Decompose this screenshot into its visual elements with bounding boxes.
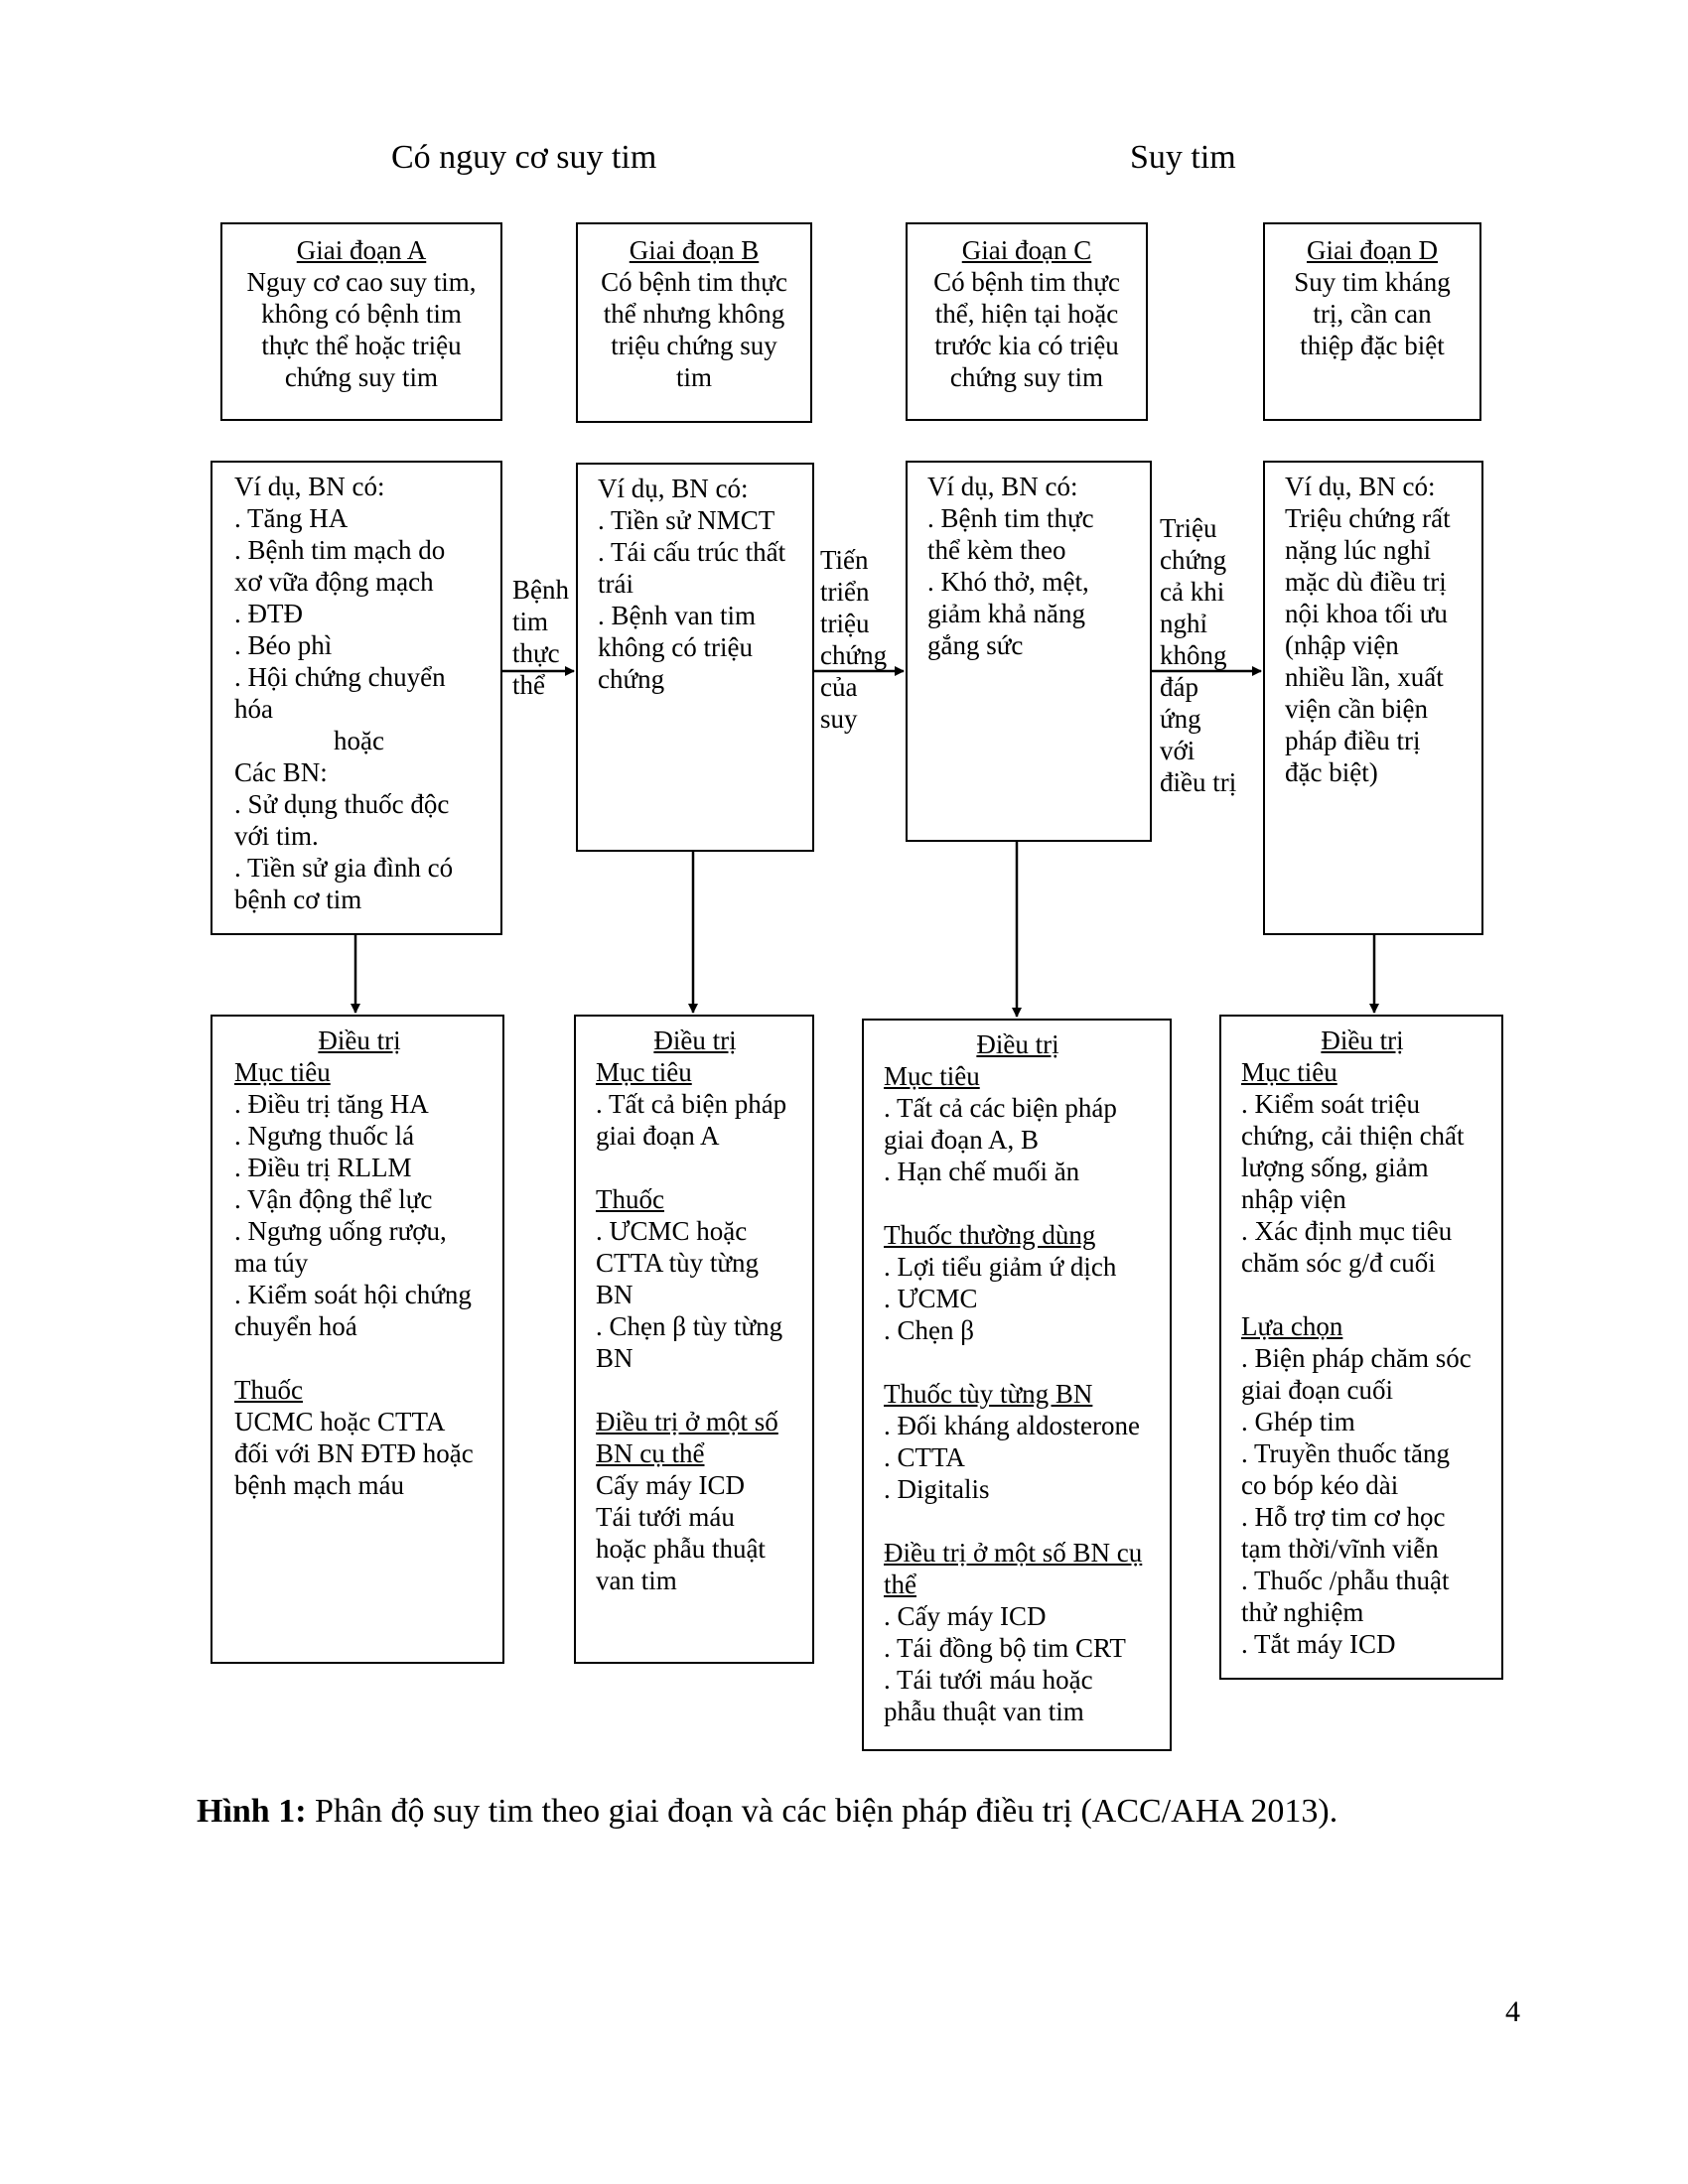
stage-text: không có bệnh tim (261, 299, 462, 329)
example-text: . Tiền sử NMCT (598, 505, 775, 535)
example-text: chứng (598, 664, 665, 694)
treatment-item: . Kiểm soát triệu (1241, 1089, 1420, 1119)
treatment-item: . Kiểm soát hội chứng (234, 1280, 472, 1309)
stage-text: thể nhưng không (603, 299, 785, 329)
treatment-item: . Thuốc /phẫu thuật (1241, 1566, 1450, 1595)
treatment-item: đối với BN ĐTĐ hoặc (234, 1438, 474, 1468)
connector-text: chứng (820, 640, 888, 670)
stage-title: Giai đoạn D (1307, 235, 1438, 265)
connector-text: thể (512, 670, 545, 700)
section-heading: Điều trị ở một số (596, 1407, 778, 1436)
treatment-item: . Xác định mục tiêu (1241, 1216, 1453, 1246)
example-text: Ví dụ, BN có: (598, 474, 749, 503)
treatment-item: hoặc phẫu thuật (596, 1534, 766, 1564)
connector-text: nghỉ (1160, 609, 1208, 638)
treatment-item: BN (596, 1343, 633, 1373)
example-text: pháp điều trị (1285, 726, 1421, 755)
treatment-item: . Hạn chế muối ăn (884, 1157, 1080, 1186)
connector-text: điều trị (1160, 767, 1237, 797)
treatment-item: tạm thời/vĩnh viễn (1241, 1534, 1439, 1564)
example-text: Các BN: (234, 757, 328, 787)
example-text: viện cần biện (1285, 694, 1428, 724)
treatment-title: Điều trị (1321, 1025, 1404, 1055)
connector-text: tim (512, 607, 549, 636)
treatment-item: chăm sóc g/đ cuối (1241, 1248, 1436, 1278)
example-text: bệnh cơ tim (234, 885, 362, 914)
treatment-item: phẫu thuật van tim (884, 1697, 1084, 1726)
connector-text: suy (820, 704, 858, 734)
treatment-item: . Vận động thể lực (234, 1184, 433, 1214)
section-heading: Thuốc (234, 1375, 303, 1405)
example-text: (nhập viện (1285, 630, 1399, 660)
example-text: nội khoa tối ưu (1285, 599, 1448, 628)
section-heading: thể (884, 1570, 916, 1599)
treatment-item: giai đoạn cuối (1241, 1375, 1393, 1405)
stage-text: Có bệnh tim thực (933, 267, 1120, 297)
section-heading: Thuốc thường dùng (884, 1220, 1096, 1250)
treatment-item: BN (596, 1280, 633, 1309)
example-text: thể kèm theo (927, 535, 1066, 565)
stage-title: Giai đoạn B (629, 235, 760, 265)
example-text: . Khó thở, mệt, (927, 567, 1089, 597)
connector-text: của (820, 672, 858, 702)
example-text: xơ vữa động mạch (234, 567, 434, 597)
example-text: . Bệnh van tim (598, 601, 756, 630)
connector-text: triển (820, 577, 870, 607)
treatment-item: . Biện pháp chăm sóc (1241, 1343, 1472, 1373)
example-text: nhiều lần, xuất (1285, 662, 1444, 692)
example-text: . Bệnh tim mạch do (234, 535, 446, 565)
page-number: 4 (1505, 1995, 1520, 2028)
connector-text: Triệu (1160, 513, 1217, 543)
stage-text: chứng suy tim (284, 362, 439, 392)
connector-text: triệu (820, 609, 870, 638)
treatment-item: van tim (596, 1566, 677, 1595)
treatment-item: ma túy (234, 1248, 309, 1278)
example-text: trái (598, 569, 633, 599)
connector-text: với (1160, 736, 1196, 765)
figure-caption (197, 1793, 1337, 1831)
example-text: . Tiền sử gia đình có (234, 853, 454, 883)
stage-title: Giai đoạn C (961, 235, 1092, 265)
stage-text: thể, hiện tại hoặc (934, 299, 1119, 329)
treatment-item: chứng, cải thiện chất (1241, 1121, 1465, 1151)
stage-text: Có bệnh tim thực (601, 267, 787, 297)
example-text: giảm khả năng (927, 599, 1085, 628)
example-text: . Béo phì (234, 630, 333, 660)
example-text: . Tái cấu trúc thất (598, 537, 786, 567)
stage-title: Giai đoạn A (296, 235, 427, 265)
treatment-title: Điều trị (653, 1025, 737, 1055)
treatment-item: nhập viện (1241, 1184, 1346, 1214)
treatment-item: . Ngưng thuốc lá (234, 1121, 415, 1151)
example-text: hóa (234, 694, 273, 724)
treatment-item: . Ngưng uống rượu, (234, 1216, 447, 1246)
section-heading: Mục tiêu (884, 1061, 980, 1091)
treatment-title: Điều trị (976, 1029, 1059, 1059)
treatment-title: Điều trị (318, 1025, 401, 1055)
connector-text: ứng (1160, 704, 1201, 734)
treatment-item: . Tái tưới máu hoặc (884, 1665, 1093, 1695)
treatment-item: . Cấy máy ICD (884, 1601, 1047, 1631)
example-text: Ví dụ, BN có: (1285, 472, 1436, 501)
treatment-item: . Digitalis (884, 1474, 990, 1504)
example-text: . Bệnh tim thực (927, 503, 1094, 533)
connector-text: đáp (1160, 672, 1198, 702)
treatment-item: . Ghép tim (1241, 1407, 1355, 1436)
header-heart-failure: Suy tim (1130, 139, 1236, 176)
treatment-item: CTTA tùy từng (596, 1248, 759, 1278)
example-text: Ví dụ, BN có: (927, 472, 1078, 501)
treatment-item: . Chẹn β tùy từng (596, 1311, 783, 1341)
section-heading: Lựa chọn (1241, 1311, 1343, 1341)
connector-text: cả khi (1160, 577, 1225, 607)
stage-text: trị, cần can (1313, 299, 1432, 329)
treatment-item: chuyển hoá (234, 1311, 357, 1341)
caption-label: Hình 1: (197, 1793, 307, 1830)
treatment-item: giai đoạn A (596, 1121, 720, 1151)
treatment-item: . Hỗ trợ tim cơ học (1241, 1502, 1446, 1532)
section-heading: Điều trị ở một số BN cụ (884, 1538, 1143, 1568)
connector-text: chứng (1160, 545, 1227, 575)
example-text: . ĐTĐ (234, 599, 303, 628)
treatment-item: . Tất cả biện pháp (596, 1089, 787, 1119)
treatment-item: Tái tưới máu (596, 1502, 735, 1532)
stage-text: thiệp đặc biệt (1300, 331, 1445, 360)
example-text: . Hội chứng chuyển (234, 662, 446, 692)
treatment-item: co bóp kéo dài (1241, 1470, 1399, 1500)
example-text: Ví dụ, BN có: (234, 472, 385, 501)
header-risk: Có nguy cơ suy tim (391, 139, 657, 176)
connector-text: thực (512, 638, 560, 668)
section-heading: Thuốc tùy từng BN (884, 1379, 1093, 1409)
treatment-item: . Tái đồng bộ tim CRT (884, 1633, 1126, 1663)
stage-text: thực thể hoặc triệu (261, 331, 462, 360)
connector-text: Bệnh (512, 575, 569, 605)
treatment-item: lượng sống, giảm (1241, 1153, 1429, 1182)
example-text: Triệu chứng rất (1285, 503, 1451, 533)
treatment-item: . Truyền thuốc tăng (1241, 1438, 1451, 1468)
caption-text: Phân độ suy tim theo giai đoạn và các biện pháp điều trị (ACC/AHA 2013). (306, 1793, 1338, 1830)
stage-text: Nguy cơ cao suy tim, (246, 267, 477, 297)
section-heading: Mục tiêu (1241, 1057, 1337, 1087)
example-text: . Sử dụng thuốc độc (234, 789, 450, 819)
treatment-item: UCMC hoặc CTTA (234, 1407, 446, 1436)
example-text: . Tăng HA (234, 503, 349, 533)
connector-text: không (1160, 640, 1227, 670)
treatment-item: . Lợi tiểu giảm ứ dịch (884, 1252, 1117, 1282)
example-text: với tim. (234, 821, 319, 851)
treatment-item: . Đối kháng aldosterone (884, 1411, 1140, 1440)
example-text: nặng lúc nghỉ (1285, 535, 1431, 565)
treatment-item: . ƯCMC (884, 1284, 978, 1313)
treatment-item: . Chẹn β (884, 1315, 974, 1345)
stage-text: Suy tim kháng (1294, 267, 1451, 297)
treatment-item: . Tắt máy ICD (1241, 1629, 1396, 1659)
treatment-item: thử nghiệm (1241, 1597, 1364, 1627)
treatment-item: Cấy máy ICD (596, 1470, 745, 1500)
example-text: không có triệu (598, 632, 753, 662)
treatment-item: . CTTA (884, 1442, 965, 1472)
stage-text: tim (675, 362, 712, 392)
section-heading: Thuốc (596, 1184, 664, 1214)
treatment-item: . Tất cả các biện pháp (884, 1093, 1117, 1123)
example-text: mặc dù điều trị (1285, 567, 1447, 597)
treatment-item: giai đoạn A, B (884, 1125, 1039, 1155)
stage-text: triệu chứng suy (611, 331, 777, 360)
example-or: hoặc (334, 726, 384, 755)
treatment-item: . Điều trị tăng HA (234, 1089, 429, 1119)
section-heading: BN cụ thể (596, 1438, 705, 1468)
example-text: đặc biệt) (1285, 757, 1378, 787)
treatment-item: . Điều trị RLLM (234, 1153, 412, 1182)
treatment-item: bệnh mạch máu (234, 1470, 404, 1500)
connector-text: Tiến (820, 545, 869, 575)
example-text: gắng sức (927, 630, 1024, 660)
stage-text: trước kia có triệu (934, 331, 1119, 360)
section-heading: Mục tiêu (596, 1057, 692, 1087)
section-heading: Mục tiêu (234, 1057, 331, 1087)
stage-text: chứng suy tim (949, 362, 1104, 392)
treatment-item: . ƯCMC hoặc (596, 1216, 748, 1246)
